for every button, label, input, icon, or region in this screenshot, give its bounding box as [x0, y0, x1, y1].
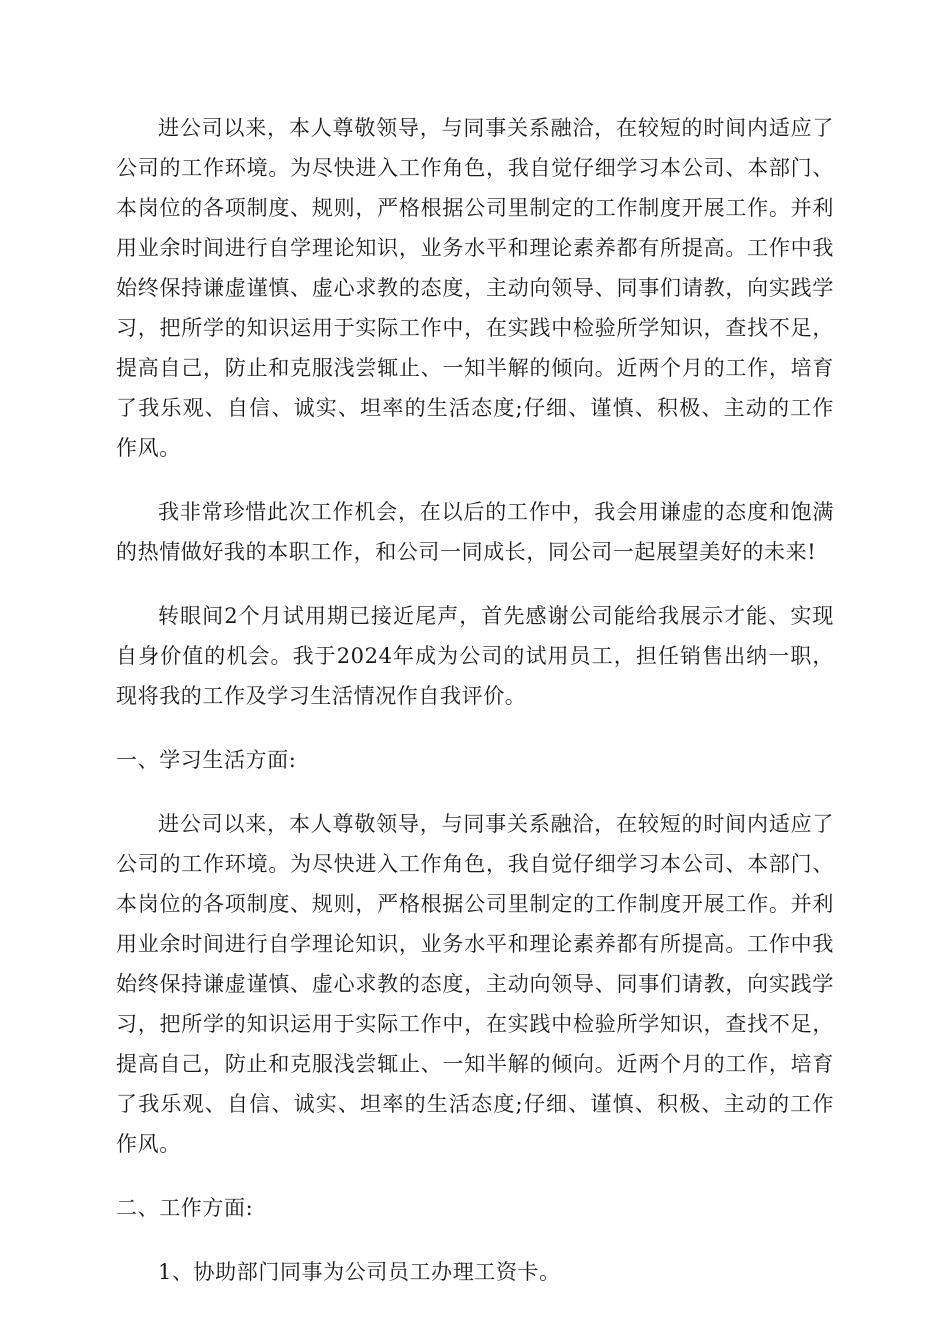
document-body [116, 108, 834, 1316]
list-item-work-1: 1、协助部门同事为公司员工办理工资卡。 [158, 1260, 561, 1284]
section-heading-work: 二、工作方面: [116, 1196, 254, 1220]
section-heading-study-life: 一、学习生活方面: [116, 748, 297, 772]
paragraph-cherish: 我非常珍惜此次工作机会，在以后的工作中，我会用谦虚的态度和饱满的热情做好我的本职工作，和公司一同成长，同公司一起展望美好的未来! [116, 500, 834, 564]
paragraph-study-life: 进公司以来，本人尊敬领导，与同事关系融洽，在较短的时间内适应了公司的工作环境。为尽快进入工作角色，我自觉仔细学习本公司、本部门、本岗位的各项制度、规则，严格根据公司里制定的工作制度开展工作。并利用业余时间进行自学理论知识，业务水平和理论素养都有所提高。工作中我始终保持谦虚谨慎、虚心求教的态度，主动向领导、同事们请教，向实践学习，把所学的知识运用于实际工作中，在实践中检验所学知识，查找不足，提高自己，防止和克服浅尝辄止、一知半解的倾向。近两个月的工作，培育了我乐观、自信、诚实、坦率的生活态度;仔细、谨慎、积极、主动的工作作风。 [116, 812, 834, 1156]
paragraph-intro: 进公司以来，本人尊敬领导，与同事关系融洽，在较短的时间内适应了公司的工作环境。为尽快进入工作角色，我自觉仔细学习本公司、本部门、本岗位的各项制度、规则，严格根据公司里制定的工作制度开展工作。并利用业余时间进行自学理论知识，业务水平和理论素养都有所提高。工作中我始终保持谦虚谨慎、虚心求教的态度，主动向领导、同事们请教，向实践学习，把所学的知识运用于实际工作中，在实践中检验所学知识，查找不足，提高自己，防止和克服浅尝辄止、一知半解的倾向。近两个月的工作，培育了我乐观、自信、诚实、坦率的生活态度;仔细、谨慎、积极、主动的工作作风。 [116, 116, 834, 460]
paragraph-probation: 转眼间2个月试用期已接近尾声，首先感谢公司能给我展示才能、实现自身价值的机会。我于2024年成为公司的试用员工，担任销售出纳一职，现将我的工作及学习生活情况作自我评价。 [116, 604, 834, 708]
